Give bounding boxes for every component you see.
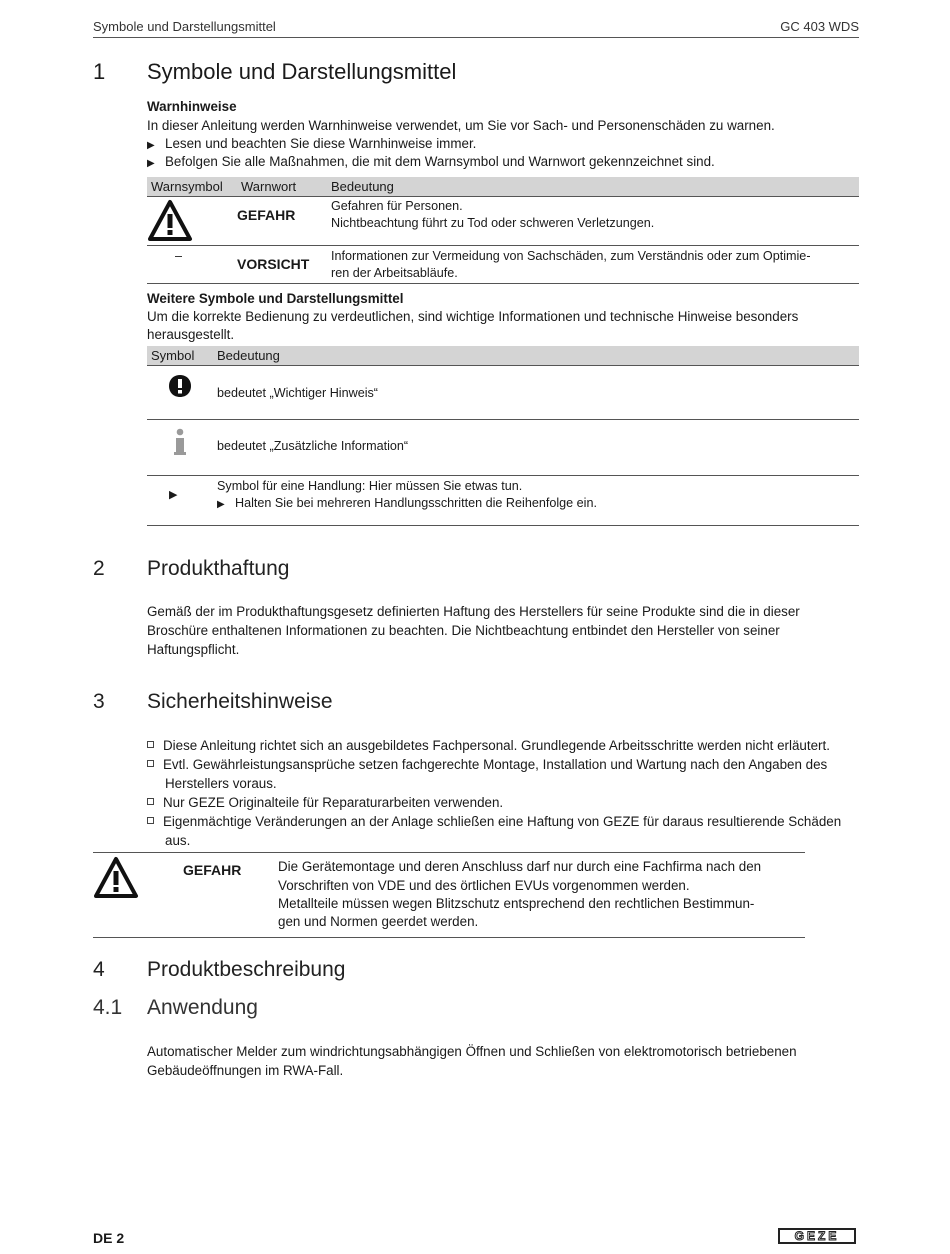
application-line-1: Automatischer Melder zum windrichtungsabhängigen Öffnen und Schließen von elektromotorisch betriebenen xyxy=(147,1044,797,1059)
section-4-title: Produktbeschreibung xyxy=(147,958,346,981)
danger-box-top-rule xyxy=(93,852,805,853)
section-2-number: 2 xyxy=(93,557,105,580)
table-rule xyxy=(147,475,859,476)
section-2-title: Produkthaftung xyxy=(147,557,290,580)
list-item: Nur GEZE Originalteile für Reparaturarbeiten verwenden. xyxy=(147,793,867,812)
bullet-square-icon xyxy=(147,798,154,805)
symbol-table-header xyxy=(147,346,859,365)
warnhinweise-heading: Warnhinweise xyxy=(147,99,237,114)
danger-line-1: Die Gerätemontage und deren Anschluss darf nur durch eine Fachfirma nach den xyxy=(278,859,762,874)
warnhinweise-intro: In dieser Anleitung werden Warnhinweise verwendet, um Sie vor Sach- und Personenschäden zu warnen. xyxy=(147,118,775,133)
bullet-square-icon xyxy=(147,741,154,748)
more-symbols-heading: Weitere Symbole und Darstellungsmittel xyxy=(147,291,404,306)
section-3-title: Sicherheitshinweise xyxy=(147,690,333,713)
symbol-action-text: Symbol für eine Handlung: Hier müssen Sie etwas tun. xyxy=(217,479,523,493)
action-triangle-icon: ▶ xyxy=(147,158,155,169)
col-warnwort: Warnwort xyxy=(241,179,297,194)
meaning-gefahr-1: Gefahren für Personen. xyxy=(331,199,463,213)
bullet-square-icon xyxy=(147,817,154,824)
col-symbol: Symbol xyxy=(151,348,195,363)
warn-table-header xyxy=(147,177,859,196)
section-1-number: 1 xyxy=(93,59,106,84)
section-3-number: 3 xyxy=(93,690,105,713)
col-bedeutung: Bedeutung xyxy=(331,179,394,194)
bullet-square-icon xyxy=(147,760,154,767)
section-1-title: Symbole und Darstellungsmittel xyxy=(147,59,457,84)
important-icon xyxy=(168,374,192,403)
action-triangle-icon: ▶ xyxy=(217,499,225,510)
meaning-vorsicht-2: ren der Arbeitsabläufe. xyxy=(331,266,458,280)
warning-triangle-icon xyxy=(93,856,139,905)
page-number: DE 2 xyxy=(93,1230,125,1246)
more-symbols-intro-2: herausgestellt. xyxy=(147,327,235,342)
table-rule xyxy=(147,365,859,366)
danger-line-3: Metallteile müssen wegen Blitzschutz entsprechend den rechtlichen Bestimmun- xyxy=(278,896,755,911)
application-line-2: Gebäudeöffnungen im RWA-Fall. xyxy=(147,1063,344,1078)
table-rule xyxy=(147,245,859,246)
product-liability-line-3: Haftungspflicht. xyxy=(147,642,240,657)
table-rule xyxy=(147,419,859,420)
symbol-action-subtext: ▶ Halten Sie bei mehreren Handlungsschritten die Reihenfolge ein. xyxy=(217,495,597,513)
action-triangle-icon: ▶ xyxy=(169,489,178,501)
product-liability-line-1: Gemäß der im Produkthaftungsgesetz definierten Haftung des Herstellers für seine Produkte sind die in dieser xyxy=(147,604,800,619)
section-4-number: 4 xyxy=(93,958,105,981)
danger-line-4: gen und Normen geerdet werden. xyxy=(278,914,479,929)
symbol-important-text: bedeutet „Wichtiger Hinweis“ xyxy=(217,386,378,400)
col-warnsymbol: Warnsymbol xyxy=(151,179,223,194)
header-divider xyxy=(93,37,859,38)
safety-bullet-list xyxy=(147,736,867,850)
action-triangle-icon: ▶ xyxy=(147,140,155,151)
info-icon xyxy=(173,428,187,461)
section-4-1-title: Anwendung xyxy=(147,996,258,1019)
no-symbol-dash: – xyxy=(175,249,183,263)
table-rule xyxy=(147,525,859,526)
warnword-gefahr: GEFAHR xyxy=(237,207,296,223)
list-item: Eigenmächtige Veränderungen an der Anlage schließen eine Haftung von GEZE für daraus resultierende Schäden aus. xyxy=(147,812,867,850)
warn-step-1: ▶ Lesen und beachten Sie diese Warnhinweise immer. xyxy=(147,134,476,155)
danger-box-bottom-rule xyxy=(93,937,805,938)
section-4-1-number: 4.1 xyxy=(93,996,123,1019)
warnword-vorsicht: VORSICHT xyxy=(237,256,310,272)
col-bedeutung: Bedeutung xyxy=(217,348,280,363)
table-rule xyxy=(147,196,859,197)
meaning-vorsicht-1: Informationen zur Vermeidung von Sachschäden, zum Verständnis oder zum Optimie- xyxy=(331,249,811,263)
meaning-gefahr-2: Nichtbeachtung führt zu Tod oder schweren Verletzungen. xyxy=(331,216,655,230)
danger-word: GEFAHR xyxy=(183,862,242,878)
danger-line-2: Vorschriften von VDE und des örtlichen EVUs vorgenommen werden. xyxy=(278,878,690,893)
list-item: Diese Anleitung richtet sich an ausgebildetes Fachpersonal. Grundlegende Arbeitsschritte werden nicht erläutert. xyxy=(147,736,867,755)
more-symbols-intro-1: Um die korrekte Bedienung zu verdeutlichen, sind wichtige Informationen und technische Hinweise besonders xyxy=(147,309,799,324)
warning-triangle-icon xyxy=(147,199,193,248)
symbol-info-text: bedeutet „Zusätzliche Information“ xyxy=(217,439,409,453)
running-header-product: GC 403 WDS xyxy=(780,19,859,34)
warn-step-2: ▶ Befolgen Sie alle Maßnahmen, die mit dem Warnsymbol und Warnwort gekennzeichnet sind. xyxy=(147,152,715,173)
running-header-title: Symbole und Darstellungsmittel xyxy=(93,19,276,34)
product-liability-line-2: Broschüre enthaltenen Informationen zu beachten. Die Nichtbeachtung entbindet den Hersteller von seiner xyxy=(147,623,780,638)
list-item: Evtl. Gewährleistungsansprüche setzen fachgerechte Montage, Installation und Wartung nach den Angaben des Herstellers voraus. xyxy=(147,755,867,793)
geze-logo: GEZE xyxy=(778,1228,856,1244)
table-rule xyxy=(147,283,859,284)
